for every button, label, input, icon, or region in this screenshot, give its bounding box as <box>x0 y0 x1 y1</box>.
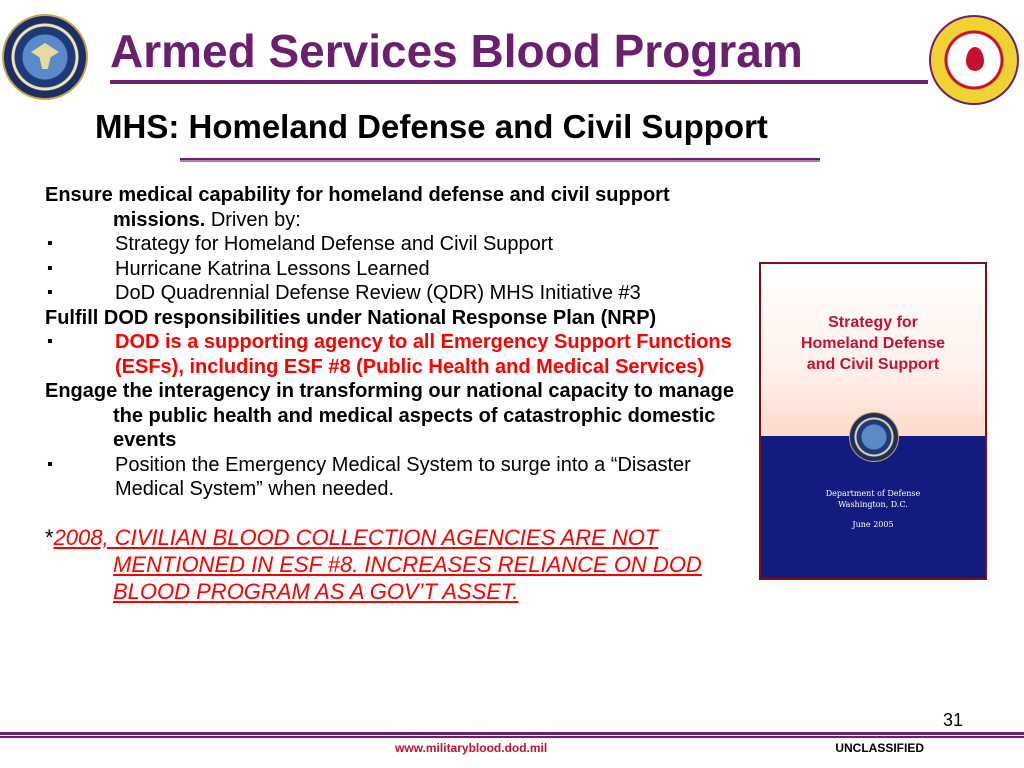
bullet-text: DoD Quadrennial Defense Review (QDR) MHS Initiative #3 <box>115 282 641 304</box>
capability-heading: Ensure medical capability for homeland defense and civil support missions. <box>45 184 670 231</box>
footer-divider <box>0 732 1024 738</box>
paragraph-nrp: Fulfill DOD responsibilities under National Response Plan (NRP) <box>45 306 657 329</box>
bullet-text: Hurricane Katrina Lessons Learned <box>115 257 430 280</box>
subtitle-divider <box>180 158 820 162</box>
slide-body <box>45 183 735 605</box>
title-divider <box>110 80 928 84</box>
bullet-text: Strategy for Homeland Defense and Civil Support <box>115 233 554 255</box>
paragraph-capability <box>45 183 735 232</box>
list-item <box>45 232 735 257</box>
list-item <box>45 257 735 282</box>
footer-url: www.militaryblood.dod.mil <box>395 741 548 755</box>
slide-subtitle: MHS: Homeland Defense and Civil Support <box>95 108 768 145</box>
classification-label: UNCLASSIFIED <box>835 741 924 755</box>
dod-seal-icon <box>2 14 88 100</box>
asbp-seal-icon <box>929 15 1019 105</box>
bullet-icon: ▪ <box>47 235 53 252</box>
list-item <box>45 330 735 379</box>
blood-drop-icon <box>966 47 984 71</box>
eagle-icon <box>31 43 59 69</box>
bullet-icon: ▪ <box>47 333 53 350</box>
page-number: 31 <box>942 710 963 730</box>
cover-department: Department of Defense Washington, D.C. <box>825 489 921 509</box>
paragraph-interagency: Engage the interagency in transforming our national capacity to manage the public health and medical aspects of catastrophic domestic events <box>45 380 735 451</box>
driven-by-label: Driven by: <box>205 208 301 231</box>
bullet-icon: ▪ <box>47 284 53 301</box>
note-2008 <box>45 524 735 605</box>
spacer <box>45 502 735 524</box>
bullet-icon: ▪ <box>47 259 53 277</box>
note-asterisk: * <box>45 524 54 550</box>
list-item <box>45 453 735 502</box>
list-item <box>45 281 735 306</box>
bullet-text-emphasis: DOD is a supporting agency to all Emergency Support Functions (ESFs), including ESF #8 (Public Health and Medical Services) <box>115 331 732 378</box>
bullet-icon: ▪ <box>47 455 53 473</box>
dod-seal-icon <box>849 412 899 462</box>
cover-date: June 2005 <box>852 520 894 529</box>
note-text: 2008, CIVILIAN BLOOD COLLECTION AGENCIES ARE NOT MENTIONED IN ESF #8. INCREASES RELIANCE ON DOD BLOOD PROGRAM AS A GOV’T ASSET. <box>53 524 702 604</box>
report-cover-image <box>759 262 987 580</box>
page-title: Armed Services Blood Program <box>110 25 803 77</box>
cover-title: Strategy for Homeland Defense and Civil Support <box>800 314 946 373</box>
bullet-text: Position the Emergency Medical System to surge into a “Disaster Medical System” when needed. <box>115 453 691 500</box>
